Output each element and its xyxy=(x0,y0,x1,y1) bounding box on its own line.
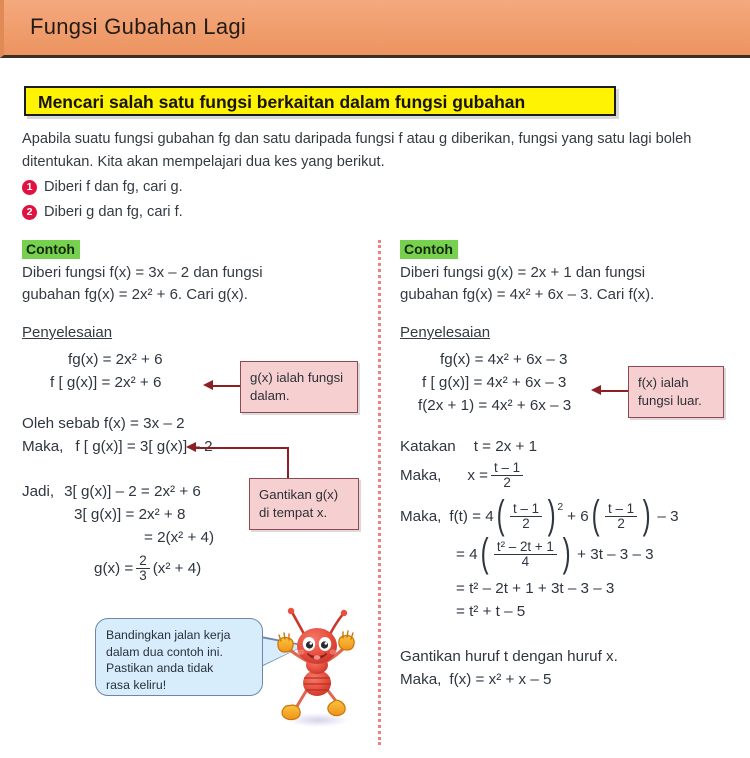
fraction-denominator: 4 xyxy=(521,554,530,569)
penyelesaian-label-left: Penyelesaian xyxy=(22,324,113,341)
eq-left-maka-lead: Maka, xyxy=(22,438,64,455)
penyelesaian-label-right: Penyelesaian xyxy=(400,324,491,341)
speech-bubble-line2: dalam dua contoh ini. xyxy=(106,644,223,659)
fraction-numerator: 2 xyxy=(136,554,149,569)
annotation-arrow-left-1-head xyxy=(203,380,213,390)
ant-mascot-illustration xyxy=(262,604,370,728)
eq-left-3: 3[ g(x)] = 2x² + 8 xyxy=(74,506,186,523)
eq-right-maka1 xyxy=(400,461,736,490)
eq-right-maka2-minus3: – 3 xyxy=(657,508,679,525)
eq-left-1: fg(x) = 2x² + 6 xyxy=(68,351,163,368)
eq-left-jadi-lead: Jadi, xyxy=(22,483,55,500)
page-header xyxy=(0,0,750,58)
eq-left-5 xyxy=(94,554,370,583)
annotation-note-left-1-line2: dalam. xyxy=(250,388,290,403)
contoh-label-left: Contoh xyxy=(22,240,80,259)
eq-right-step2-tail: + 3t – 3 – 3 xyxy=(577,546,654,563)
solution-right-step-group-3 xyxy=(400,492,736,623)
eq-left-5-lead: g(x) = xyxy=(94,560,134,577)
page-title: Fungsi Gubahan Lagi xyxy=(30,14,247,39)
eq-right-2: f [ g(x)] = 4x² + 6x – 3 xyxy=(422,374,567,391)
eq-right-final xyxy=(400,668,736,691)
eq-left-5-tail: (x² + 4) xyxy=(152,560,202,577)
bullet-number-icon: 1 xyxy=(22,180,37,195)
fraction-denominator: 2 xyxy=(503,475,511,490)
exponent-2: 2 xyxy=(557,502,564,513)
eq-right-katakan xyxy=(400,435,736,458)
solution-right-step-group-2 xyxy=(400,435,736,490)
annotation-arrow-left-1-line xyxy=(212,385,240,387)
eq-right-step2: = 4 ( $\frac{\text{t² – 2t + 1}}{4}$ ) + 3t – 3 – 3 xyxy=(456,530,654,575)
fraction-denominator: 3 xyxy=(139,568,147,583)
fraction-expanded-over-4 xyxy=(494,540,557,569)
fraction-t-minus-1-over-2 xyxy=(491,461,523,490)
annotation-arrow-left-2-vertical xyxy=(287,447,289,478)
eq-right-final-lead: Maka, xyxy=(400,671,442,688)
fraction-numerator: t – 1 xyxy=(605,502,637,517)
intro-item-2-text: Diberi g dan fg, cari f. xyxy=(44,204,183,220)
eq-right-maka2: Maka, f(t) = 4 ( $\frac{t - 1}{2}$ ) 2 + 6 ( $\frac{t - 1}{2}$ ) – 3 xyxy=(400,492,679,537)
problem-statement-left-line2: gubahan fg(x) = 2x² + 6. Cari g(x). xyxy=(22,286,248,303)
annotation-note-right-1 xyxy=(628,366,724,418)
annotation-note-left-2-line1: Gantikan g(x) xyxy=(259,487,339,502)
annotation-note-left-2 xyxy=(249,478,359,530)
annotation-note-left-1-line1: g(x) ialah fungsi xyxy=(250,370,344,385)
speech-bubble-line4: rasa keliru! xyxy=(106,677,167,692)
speech-bubble-line3: Pastikan anda tidak xyxy=(106,661,214,675)
problem-statement-right-line1: Diberi fungsi g(x) = 2x + 1 dan fungsi xyxy=(400,264,646,281)
annotation-arrow-right-1-head xyxy=(591,385,601,395)
fraction-denominator: 2 xyxy=(617,516,625,531)
problem-statement-right xyxy=(400,262,736,306)
fraction-numerator: t – 1 xyxy=(491,461,523,476)
fraction-t-minus-1-over-2-squared xyxy=(510,502,542,531)
eq-right-step3: = t² – 2t + 1 + 3t – 3 – 3 xyxy=(456,580,615,597)
eq-right-final-eq: f(x) = x² + x – 5 xyxy=(449,671,552,688)
eq-right-katakan-eq: t = 2x + 1 xyxy=(473,438,538,455)
eq-left-jadi-eq: 3[ g(x)] – 2 = 2x² + 6 xyxy=(64,483,201,500)
annotation-note-right-1-line2: fungsi luar. xyxy=(638,393,702,408)
speech-bubble-line1: Bandingkan jalan kerja xyxy=(106,628,231,642)
eq-left-oleh: Oleh sebab f(x) = 3x – 2 xyxy=(22,415,185,432)
eq-right-maka1-x: x = xyxy=(467,467,489,484)
annotation-note-right-1-line1: f(x) ialah xyxy=(638,375,689,390)
eq-right-gantikan: Gantikan huruf t dengan huruf x. xyxy=(400,648,618,665)
section-banner xyxy=(24,86,616,116)
solution-right-conclusion xyxy=(400,645,736,691)
eq-right-1: fg(x) = 4x² + 6x – 3 xyxy=(440,351,568,368)
eq-right-maka2-lead: Maka, xyxy=(400,508,442,525)
intro-item-1-text: Diberi f dan fg, cari g. xyxy=(44,179,183,195)
annotation-note-left-1 xyxy=(240,361,358,413)
eq-right-3: f(2x + 1) = 4x² + 6x – 3 xyxy=(418,397,572,414)
eq-right-katakan-lead: Katakan xyxy=(400,438,456,455)
bullet-number-icon: 2 xyxy=(22,205,37,220)
eq-left-4: = 2(x² + 4) xyxy=(144,529,215,546)
problem-statement-right-line2: gubahan fg(x) = 4x² + 6x – 3. Cari f(x). xyxy=(400,286,655,303)
solution-left-step-group-2 xyxy=(22,412,370,458)
fraction-two-thirds xyxy=(136,554,149,583)
intro-item-1 xyxy=(22,176,728,199)
annotation-note-left-2-line2: di tempat x. xyxy=(259,505,328,520)
annotation-arrow-left-2-horizontal xyxy=(195,447,289,449)
intro-item-2 xyxy=(22,201,728,224)
problem-statement-left-line1: Diberi fungsi f(x) = 3x – 2 dan fungsi xyxy=(22,264,263,281)
eq-right-maka2-plus6: + 6 xyxy=(567,508,589,525)
fraction-denominator: 2 xyxy=(522,516,530,531)
eq-left-maka-eq: f [ g(x)] = 3[ g(x)] – 2 xyxy=(75,438,213,455)
fraction-numerator: t² – 2t + 1 xyxy=(494,540,557,555)
eq-right-maka2-ft: f(t) = 4 xyxy=(449,508,494,525)
annotation-arrow-left-2-head xyxy=(186,442,196,452)
example-column-right xyxy=(400,240,736,691)
annotation-arrow-right-1-line xyxy=(600,390,628,392)
intro-block xyxy=(22,128,728,224)
problem-statement-left xyxy=(22,262,370,306)
eq-right-maka1-lead: Maka, xyxy=(400,467,442,484)
intro-paragraph: Apabila suatu fungsi gubahan fg dan satu daripada fungsi f atau g diberikan, fungsi yang satu lagi boleh ditentukan. Kita akan mempelajari dua kes yang berikut. xyxy=(22,131,692,170)
eq-right-step4: = t² + t – 5 xyxy=(456,603,526,620)
speech-bubble xyxy=(95,618,263,696)
eq-right-step2-lead: = 4 xyxy=(456,546,478,563)
column-divider xyxy=(378,240,381,745)
eq-left-2: f [ g(x)] = 2x² + 6 xyxy=(50,374,162,391)
contoh-label-right: Contoh xyxy=(400,240,458,259)
section-banner-text: Mencari salah satu fungsi berkaitan dalam fungsi gubahan xyxy=(38,92,526,112)
fraction-numerator: t – 1 xyxy=(510,502,542,517)
fraction-t-minus-1-over-2-b xyxy=(605,502,637,531)
